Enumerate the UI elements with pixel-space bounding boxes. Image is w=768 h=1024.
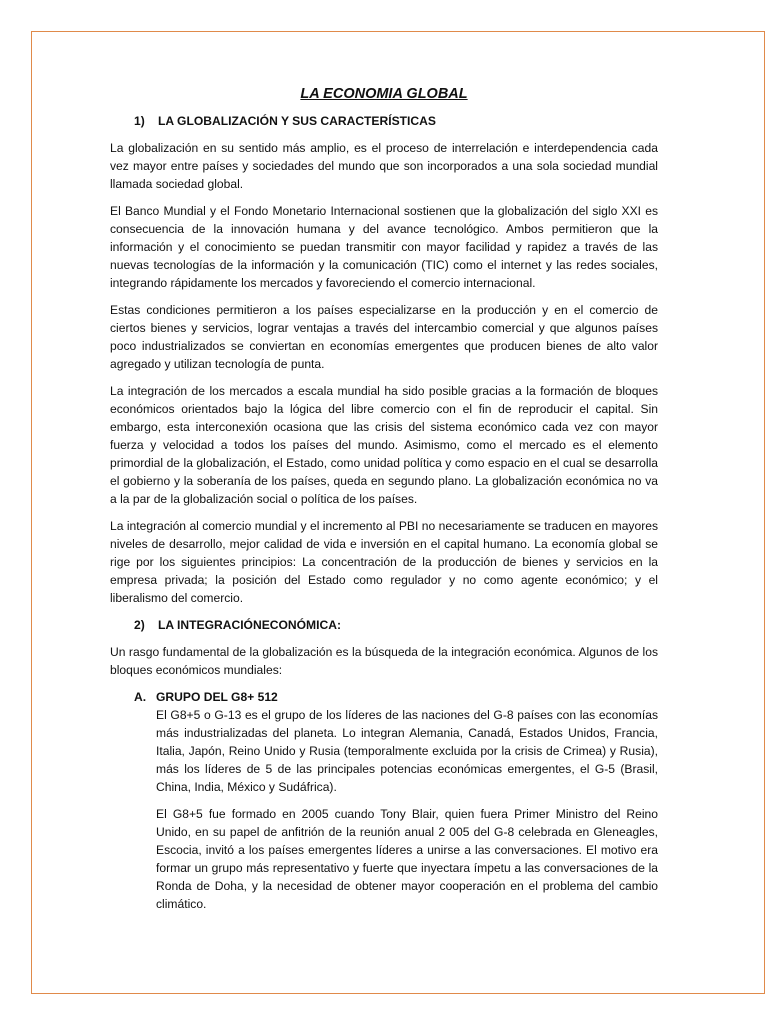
section-2-number: 2)	[134, 618, 145, 632]
paragraph: La globalización en su sentido más amplio, es el proceso de interrelación e interdependencia cada vez mayor entre países y sociedades del mundo que son incorporados a una sola sociedad mundial llamada sociedad global.	[110, 141, 658, 191]
paragraph: La integración de los mercados a escala mundial ha sido posible gracias a la formación de bloques económicos orientados bajo la lógica del libre comercio con el fin de reproducir el capital. Sin embargo, esta interconexión ocasiona que las crisis del sistema económico cada vez con mayor fuerza y velocidad a todos los países del mundo. Asimismo, como el mercado es el elemento primordial de la globalización, el Estado, como unidad política y como espacio en el cual se desarrolla el gobierno y la soberanía de los países, queda en segundo plano. La globalización económica no va a la par de la globalización social o política de los países.	[110, 384, 658, 506]
section-1-heading-text: LA GLOBALIZACIÓN Y SUS CARACTERÍSTICAS	[158, 114, 436, 128]
section-1-heading	[110, 112, 658, 130]
paragraph: Un rasgo fundamental de la globalización es la búsqueda de la integración económica. Algunos de los bloques económicos mundiales:	[110, 645, 658, 677]
subsection-a-heading-text: GRUPO DEL G8+ 512	[156, 690, 278, 704]
paragraph: El G8+5 fue formado en 2005 cuando Tony Blair, quien fuera Primer Ministro del Reino Unido, en su papel de anfitrión de la reunión anual 2 005 del G-8 celebrada en Gleneagles, Escocia, invitó a los países emergentes líderes a unirse a las conversaciones. El motivo era formar un grupo más representativo y fuerte que inyectara ímpetu a las conversaciones de la Ronda de Doha, y la necesidad de obtener mayor cooperación en el problema del cambio climático.	[156, 807, 658, 911]
section-2-heading	[110, 616, 658, 634]
subsection-a	[110, 688, 658, 913]
paragraph: El Banco Mundial y el Fondo Monetario Internacional sostienen que la globalización del siglo XXI es consecuencia de la innovación humana y del avance tecnológico. Ambos permitieron que la información y el conocimiento se puedan transmitir con mayor facilidad y rapidez a través de las nuevas tecnologías de la información y la comunicación (TIC) como el internet y las redes sociales, integrando rápidamente los mercados y favoreciendo el comercio internacional.	[110, 204, 658, 290]
paragraph: Estas condiciones permitieron a los países especializarse en la producción y en el comercio de ciertos bienes y servicios, lograr ventajas a través del intercambio comercial y que algunos países poco industrializados se conviertan en economías emergentes que producen bienes de alto valor agregado y utilizan tecnología de punta.	[110, 303, 658, 371]
subsection-a-letter: A.	[134, 690, 147, 704]
document-body	[110, 84, 658, 922]
section-1-number: 1)	[134, 114, 145, 128]
paragraph: La integración al comercio mundial y el incremento al PBI no necesariamente se traducen en mayores niveles de desarrollo, mejor calidad de vida e inversión en el capital humano. La economía global se rige por los siguientes principios: La concentración de la producción de bienes y servicios en la empresa privada; la posición del Estado como regulador y no como agente económico; y el liberalismo del comercio.	[110, 519, 658, 605]
subsection-a-heading	[134, 688, 658, 706]
section-2-heading-text: LA INTEGRACIÓNECONÓMICA:	[158, 618, 341, 632]
document-title: LA ECONOMIA GLOBAL	[300, 86, 468, 102]
paragraph: El G8+5 o G-13 es el grupo de los líderes de las naciones del G-8 países con las economías más industrializadas del planeta. Lo integran Alemania, Canadá, Estados Unidos, Francia, Italia, Japón, Reino Unido y Rusia (temporalmente excluida por la crisis de Crimea) y Rusia), más los líderes de 5 de las principales potencias económicas emergentes, el G-5 (Brasil, China, India, México y Sudáfrica).	[156, 708, 658, 794]
